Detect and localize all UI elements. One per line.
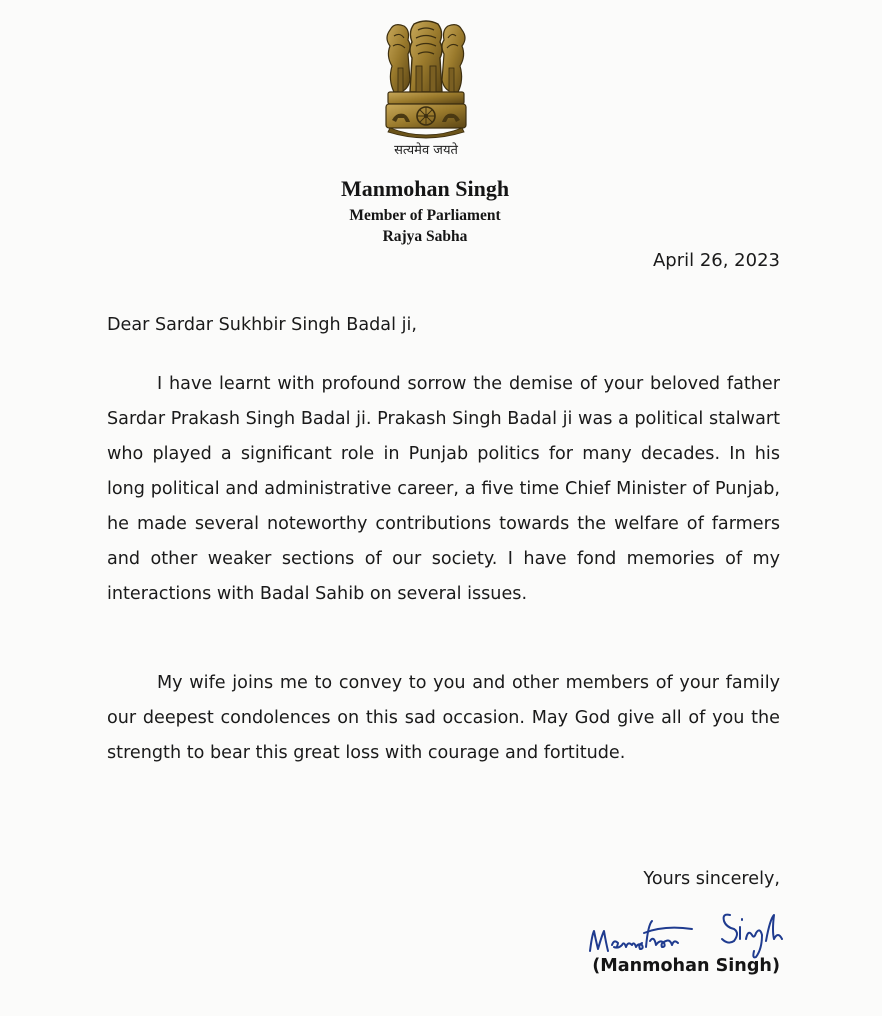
letterhead-name: Manmohan Singh	[340, 176, 510, 201]
handwritten-signature	[584, 905, 790, 963]
letterhead-house: Rajya Sabha	[382, 228, 468, 245]
emblem-motto: सत्यमेव जयते	[394, 143, 458, 158]
body-paragraph-2-text: My wife joins me to convey to you and other members of your family our deepest condolences on this sad occasion. May God give all of you the strength to bear this great loss with courage and fortitude.	[107, 673, 780, 763]
signatory-name: (Manmohan Singh)	[592, 956, 780, 976]
body-paragraph-1	[107, 367, 780, 612]
salutation: Dear Sardar Sukhbir Singh Badal ji,	[107, 315, 417, 335]
letterhead-designation: Member of Parliament	[349, 207, 501, 224]
state-emblem-icon	[380, 20, 472, 142]
closing-line: Yours sincerely,	[643, 869, 780, 889]
body-paragraph-1-text: I have learnt with profound sorrow the demise of your beloved father Sardar Prakash Singh Badal ji. Prakash Singh Badal ji was a political stalwart who played a significant role in Punjab politics for many decades. In his long political and administrative career, a five time Chief Minister of Punjab, he made several noteworthy contributions towards the welfare of farmers and other weaker sections of our society. I have fond memories of my interactions with Badal Sahib on several issues.	[107, 374, 780, 604]
body-paragraph-2	[107, 666, 780, 771]
letter-date: April 26, 2023	[652, 250, 780, 271]
